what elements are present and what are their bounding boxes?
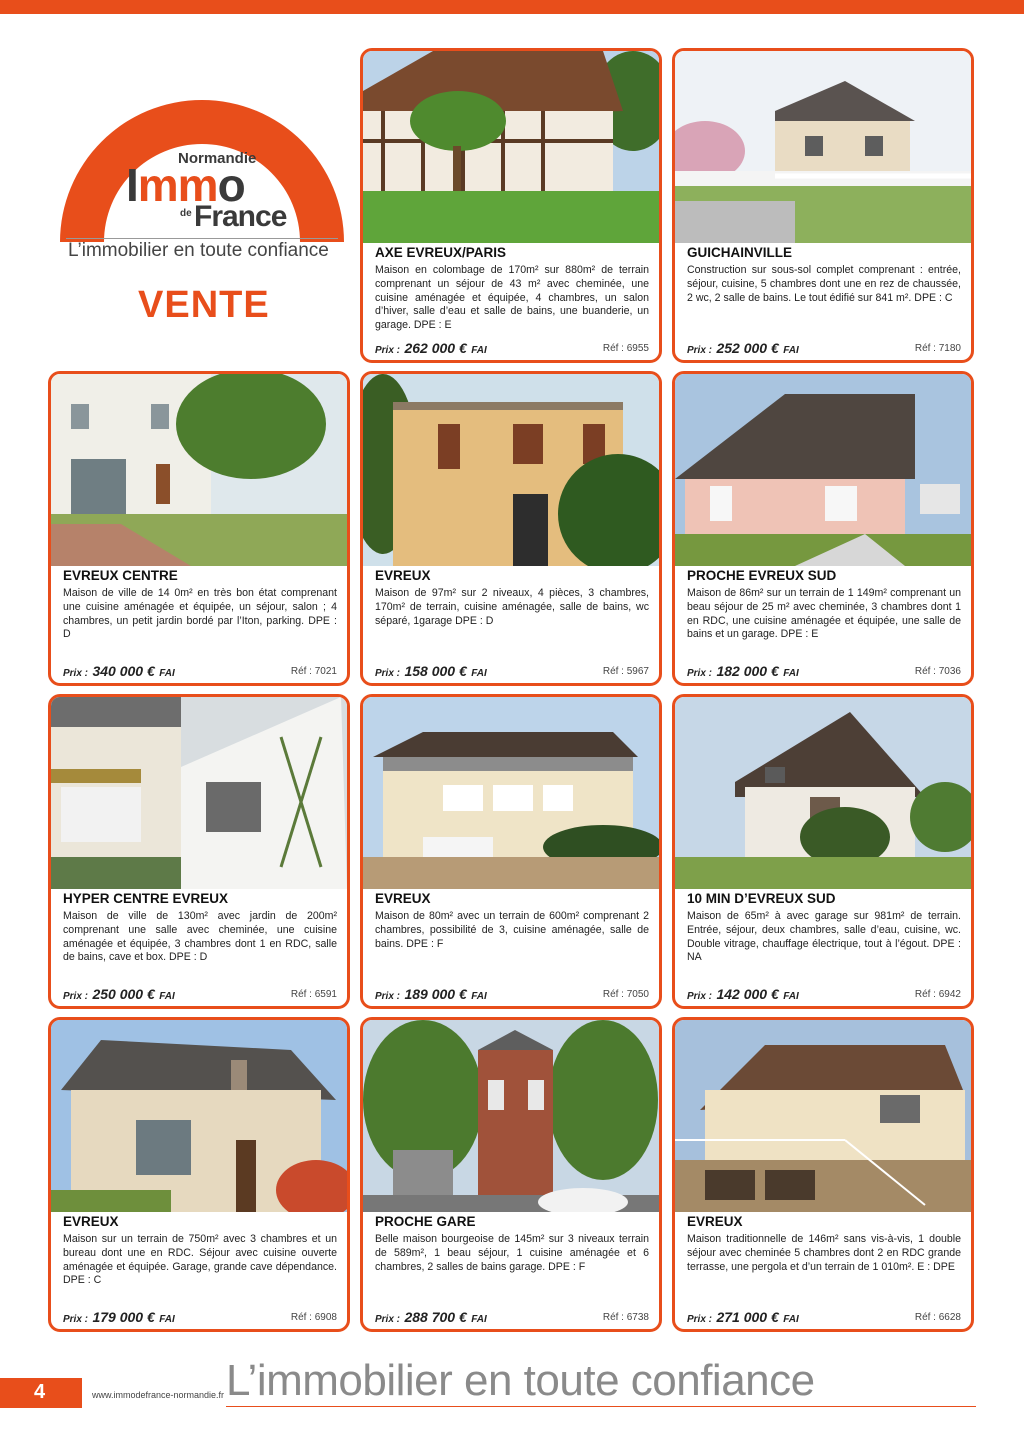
listing-title: PROCHE GARE — [375, 1214, 476, 1229]
price-fai: FAI — [471, 1314, 487, 1325]
listing-card[interactable] — [48, 371, 350, 686]
house-photo-icon — [51, 374, 347, 566]
house-photo-icon — [51, 1020, 347, 1212]
price-label: Prix : — [687, 1314, 713, 1325]
price-value: 288 700 € — [404, 1309, 467, 1325]
listing-description: Maison de 97m² sur 2 niveaux, 4 pièces, 3 chambres, 170m² de terrain, cuisine aménagée, salle de bains, wc séparé, 1garage DPE : D — [375, 587, 649, 627]
listing-photo[interactable] — [51, 374, 347, 566]
listing-title: EVREUX CENTRE — [63, 568, 178, 583]
price-label: Prix : — [687, 345, 713, 356]
price-value: 250 000 € — [92, 986, 155, 1002]
listing-ref: Réf : 6955 — [602, 343, 649, 354]
price-row — [375, 986, 649, 1002]
price-row — [375, 340, 649, 356]
price-label: Prix : — [63, 1314, 89, 1325]
price-value: 158 000 € — [404, 663, 467, 679]
price-value: 271 000 € — [716, 1309, 779, 1325]
price-fai: FAI — [471, 345, 487, 356]
price-fai: FAI — [471, 668, 487, 679]
listing-card[interactable] — [360, 1017, 662, 1332]
listing-ref: Réf : 7021 — [290, 666, 337, 677]
price-value: 182 000 € — [716, 663, 779, 679]
listing-photo[interactable] — [51, 697, 347, 889]
price-value: 142 000 € — [716, 986, 779, 1002]
listing-photo[interactable] — [51, 1020, 347, 1212]
price-row — [375, 1309, 649, 1325]
price-row — [63, 663, 337, 679]
price-label: Prix : — [375, 991, 401, 1002]
listing-ref: Réf : 7050 — [602, 989, 649, 1000]
listing-ref: Réf : 6908 — [290, 1312, 337, 1323]
price-row — [687, 1309, 961, 1325]
listing-card[interactable] — [360, 48, 662, 363]
page-number: 4 — [34, 1381, 46, 1403]
listing-photo[interactable] — [675, 1020, 971, 1212]
price-fai: FAI — [159, 1314, 175, 1325]
listing-description: Maison de 65m² à avec garage sur 981m² de terrain. Entrée, séjour, deux chambres, salle d’eau, cuisine, wc. Double vitrage, chauffage électrique, tout à l’égout. DPE : NA — [687, 910, 961, 964]
price-fai: FAI — [159, 668, 175, 679]
price-row — [375, 663, 649, 679]
section-title: VENTE — [138, 284, 270, 326]
logo-divider — [66, 238, 338, 239]
house-photo-icon — [363, 1020, 659, 1212]
price-value: 189 000 € — [404, 986, 467, 1002]
footer-url-link[interactable]: www.immodefrance-normandie.fr — [92, 1390, 225, 1400]
house-photo-icon — [363, 697, 659, 889]
price-label: Prix : — [375, 668, 401, 679]
top-accent-bar — [0, 0, 1024, 14]
price-label: Prix : — [687, 991, 713, 1002]
listing-description: Maison en colombage de 170m² sur 880m² de terrain comprenant un séjour de 43 m² avec cheminée, une cuisine aménagée et équipée, 4 chambres, un salon d’hiver, salle d’eau et salle de bains, une buanderie, un garage. DPE : E — [375, 264, 649, 332]
listing-title: PROCHE EVREUX SUD — [687, 568, 837, 583]
listing-description: Maison sur un terrain de 750m² avec 3 chambres et un bureau dont une en RDC. Séjour avec cuisine ouverte aménagée et équipée. Garage, grande cave dépendance. DPE : C — [63, 1233, 337, 1287]
listing-card[interactable] — [672, 48, 974, 363]
price-fai: FAI — [471, 991, 487, 1002]
listing-title: AXE EVREUX/PARIS — [375, 245, 507, 260]
house-photo-icon — [675, 697, 971, 889]
listing-photo[interactable] — [675, 374, 971, 566]
house-photo-icon — [363, 374, 659, 566]
price-fai: FAI — [783, 991, 799, 1002]
listing-description: Maison de ville de 14 0m² en très bon état comprenant une cuisine aménagée et équipée, un séjour, salon ; 4 chambres, un petit jardin bordé par l’Iton, parking. DPE : D — [63, 587, 337, 641]
price-value: 262 000 € — [404, 340, 467, 356]
price-label: Prix : — [63, 991, 89, 1002]
price-fai: FAI — [159, 991, 175, 1002]
listing-description: Belle maison bourgeoise de 145m² sur 3 niveaux terrain de 589m², 1 beau séjour, 1 cuisine aménagée et 6 chambres, 2 salles de bains garage. DPE : F — [375, 1233, 649, 1273]
price-label: Prix : — [375, 1314, 401, 1325]
listing-title: GUICHAINVILLE — [687, 245, 793, 260]
listing-photo[interactable] — [363, 1020, 659, 1212]
listing-ref: Réf : 6591 — [290, 989, 337, 1000]
listing-card[interactable] — [48, 1017, 350, 1332]
listing-description: Maison de 80m² avec un terrain de 600m² comprenant 2 chambres, possibilité de 3, cuisine aménagée, salle de bains. DPE : F — [375, 910, 649, 950]
listing-card[interactable] — [672, 371, 974, 686]
listing-card[interactable] — [48, 694, 350, 1009]
footer-tagline: L’immobilier en toute confiance — [226, 1356, 815, 1405]
listing-ref: Réf : 6738 — [602, 1312, 649, 1323]
listing-photo[interactable] — [675, 51, 971, 243]
listing-description: Maison de 86m² sur un terrain de 1 149m² comprenant un beau séjour de 25 m² avec cheminée, 3 chambres dont 1 en RDC, une cuisine aménagée et équipée, une salle de bains et un garage. DPE : E — [687, 587, 961, 641]
listing-title: EVREUX — [375, 891, 431, 906]
price-fai: FAI — [783, 1314, 799, 1325]
brand-logo[interactable] — [60, 62, 344, 262]
listing-card[interactable] — [672, 1017, 974, 1332]
logo-region: Normandie — [178, 150, 257, 167]
listing-photo[interactable] — [363, 697, 659, 889]
footer-divider — [226, 1406, 976, 1407]
price-value: 340 000 € — [92, 663, 155, 679]
listing-ref: Réf : 6942 — [914, 989, 961, 1000]
listing-title: EVREUX — [63, 1214, 119, 1229]
price-label: Prix : — [63, 668, 89, 679]
listing-card[interactable] — [360, 371, 662, 686]
price-row — [687, 663, 961, 679]
listing-photo[interactable] — [363, 51, 659, 243]
listing-description: Maison traditionnelle de 146m² sans vis-à-vis, 1 double séjour avec cheminée 5 chambres dont 2 en RDC grande terrasse, une pergola et d’un terrain de 1 010m². E : DPE — [687, 1233, 961, 1273]
house-photo-icon — [675, 1020, 971, 1212]
listing-card[interactable] — [672, 694, 974, 1009]
price-row — [63, 986, 337, 1002]
listing-title: HYPER CENTRE EVREUX — [63, 891, 229, 906]
price-label: Prix : — [687, 668, 713, 679]
listing-description: Maison de ville de 130m² avec jardin de 200m² comprenant une salle avec cheminée, une cuisine aménagée et équipée, 3 chambres dont 1 en RDC, salle de bains, cave et box. DPE : D — [63, 910, 337, 964]
listing-card[interactable] — [360, 694, 662, 1009]
price-value: 252 000 € — [716, 340, 779, 356]
listing-ref: Réf : 5967 — [602, 666, 649, 677]
price-value: 179 000 € — [92, 1309, 155, 1325]
price-row — [63, 1309, 337, 1325]
listing-ref: Réf : 6628 — [914, 1312, 961, 1323]
listing-title: EVREUX — [687, 1214, 743, 1229]
listing-photo[interactable] — [675, 697, 971, 889]
house-photo-icon — [363, 51, 659, 243]
house-photo-icon — [51, 697, 347, 889]
price-fai: FAI — [783, 345, 799, 356]
listing-ref: Réf : 7180 — [914, 343, 961, 354]
logo-immo: Immo — [126, 159, 245, 211]
price-label: Prix : — [375, 345, 401, 356]
house-photo-icon — [675, 374, 971, 566]
house-photo-icon — [675, 51, 971, 243]
logo-france: France — [194, 200, 287, 233]
price-row — [687, 340, 961, 356]
listing-photo[interactable] — [363, 374, 659, 566]
listing-ref: Réf : 7036 — [914, 666, 961, 677]
listing-title: EVREUX — [375, 568, 431, 583]
price-fai: FAI — [783, 668, 799, 679]
price-row — [687, 986, 961, 1002]
listing-title: 10 MIN D’EVREUX SUD — [687, 891, 836, 906]
logo-tagline: L’immobilier en toute confiance — [68, 240, 329, 261]
logo-de: de — [180, 208, 192, 219]
listing-description: Construction sur sous-sol complet comprenant : entrée, séjour, cuisine, 5 chambres dont une en rez de chaussée, 2 wc, 2 salle de bains. Le tout édifié sur 841 m². DPE : C — [687, 264, 961, 304]
